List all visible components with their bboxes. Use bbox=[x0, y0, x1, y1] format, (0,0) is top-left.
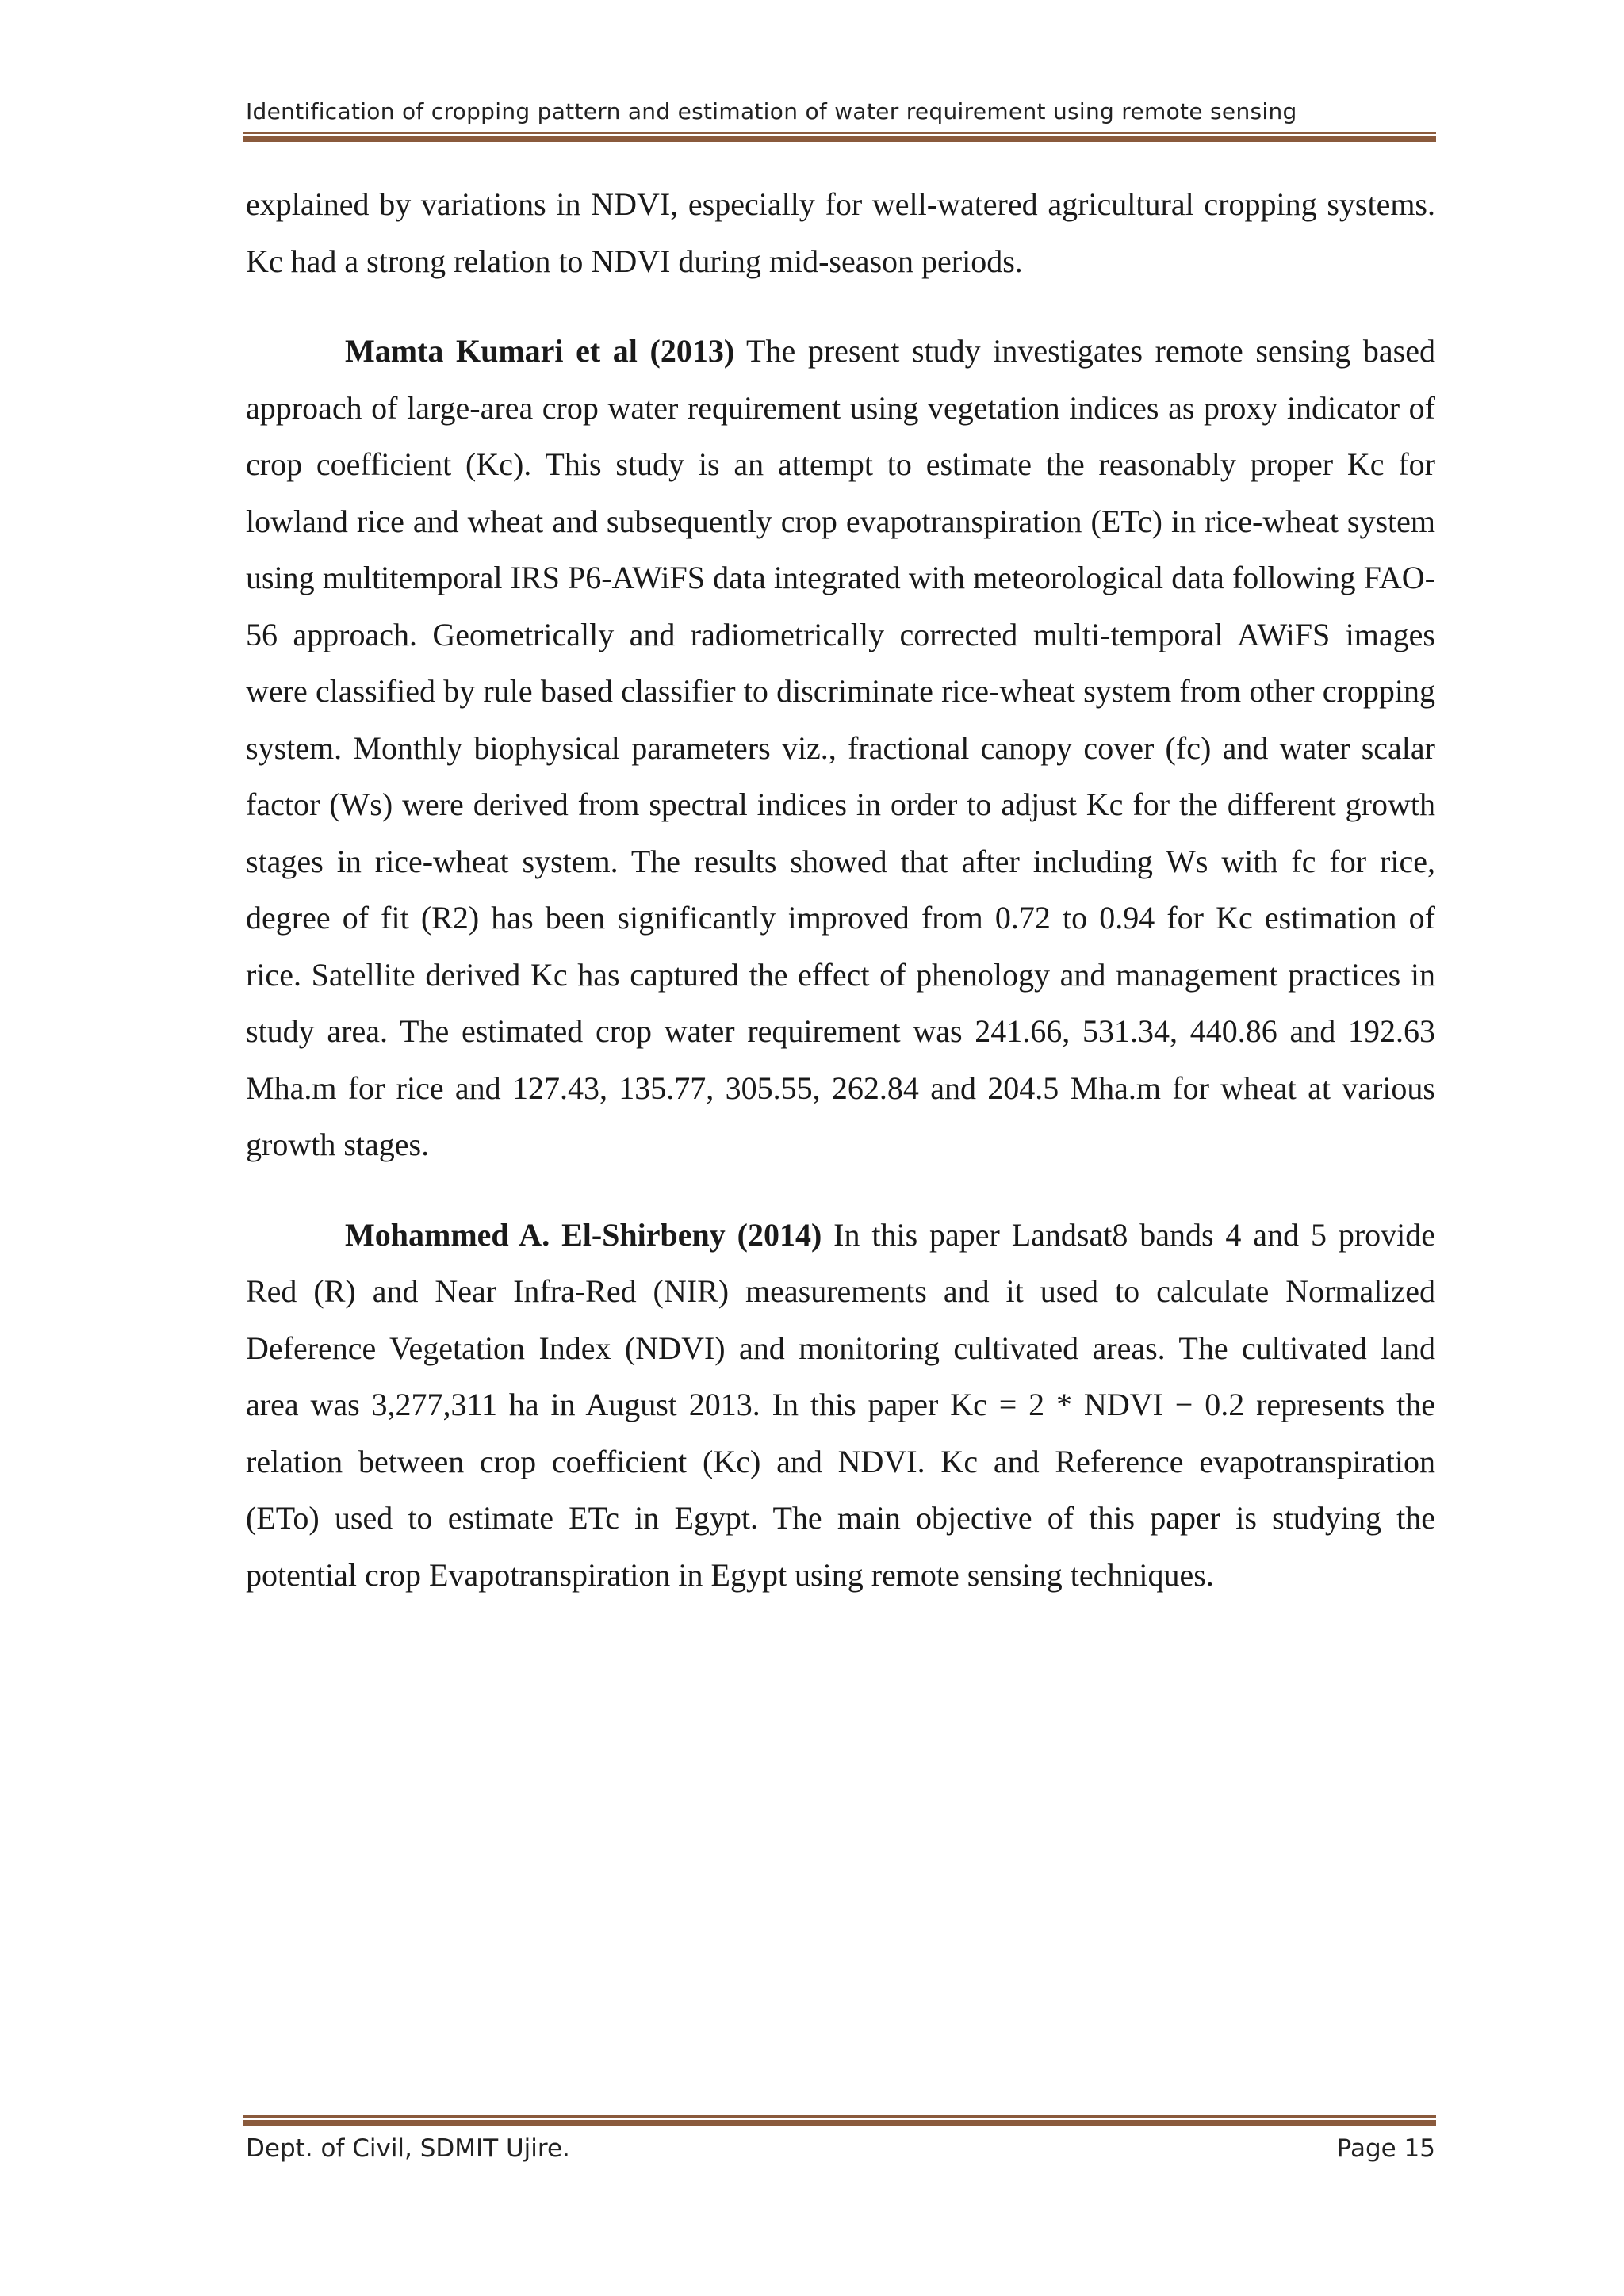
paragraph-continuation: explained by variations in NDVI, especially for well-watered agricultural cropping systems. Kc had a strong relation to NDVI during mid-season periods. bbox=[246, 186, 1435, 279]
citation-mamta-kumari: Mamta Kumari et al (2013) bbox=[345, 333, 735, 369]
footer-department: Dept. of Civil, SDMIT Ujire. bbox=[246, 2134, 570, 2163]
paragraph-el-shirbeny bbox=[246, 1207, 1435, 1604]
footer-rule-thick bbox=[243, 2120, 1436, 2126]
header-rule-thin bbox=[243, 132, 1436, 134]
paragraph-el-shirbeny-text: In this paper Landsat8 bands 4 and 5 provide Red (R) and Near Infra-Red (NIR) measurements and it used to calculate Normalized Deference Vegetation Index (NDVI) and monitoring cultivated areas. The cultivated land area was 3,277,311 ha in August 2013. In this paper Kc = 2 * NDVI − 0.2 represents the relation between crop coefficient (Kc) and NDVI. Kc and Reference evapotranspiration (ETo) used to estimate ETc in Egypt. The main objective of this paper is studying the potential crop Evapotranspiration in Egypt using remote sensing techniques. bbox=[246, 1216, 1435, 1593]
citation-el-shirbeny: Mohammed A. El-Shirbeny (2014) bbox=[345, 1216, 822, 1253]
header-rule bbox=[243, 132, 1436, 142]
running-header: Identification of cropping pattern and estimation of water requirement using remote sensing bbox=[246, 98, 1297, 124]
footer-rule-thin bbox=[243, 2115, 1436, 2118]
footer-page-number: Page 15 bbox=[1336, 2134, 1435, 2163]
paragraph-mamta-kumari-text: The present study investigates remote sensing based approach of large-area crop water requirement using vegetation indices as proxy indicator of crop coefficient (Kc). This study is an attempt to estimate the reasonably proper Kc for lowland rice and wheat and subsequently crop evapotranspiration (ETc) in rice-wheat system using multitemporal IRS P6-AWiFS data integrated with meteorological data following FAO-56 approach. Geometrically and radiometrically corrected multi-temporal AWiFS images were classified by rule based classifier to discriminate rice-wheat system from other cropping system. Monthly biophysical parameters viz., fractional canopy cover (fc) and water scalar factor (Ws) were derived from spectral indices in order to adjust Kc for the different growth stages in rice-wheat system. The results showed that after including Ws with fc for rice, degree of fit (R2) has been significantly improved from 0.72 to 0.94 for Kc estimation of rice. Satellite derived Kc has captured the effect of phenology and management practices in study area. The estimated crop water requirement was 241.66, 531.34, 440.86 and 192.63 Mha.m for rice and 127.43, 135.77, 305.55, 262.84 and 204.5 Mha.m for wheat at various growth stages. bbox=[246, 333, 1435, 1162]
paragraph-mamta-kumari bbox=[246, 323, 1435, 1173]
body-text bbox=[246, 176, 1435, 1636]
footer-rule bbox=[243, 2115, 1436, 2126]
header-rule-thick bbox=[243, 136, 1436, 142]
